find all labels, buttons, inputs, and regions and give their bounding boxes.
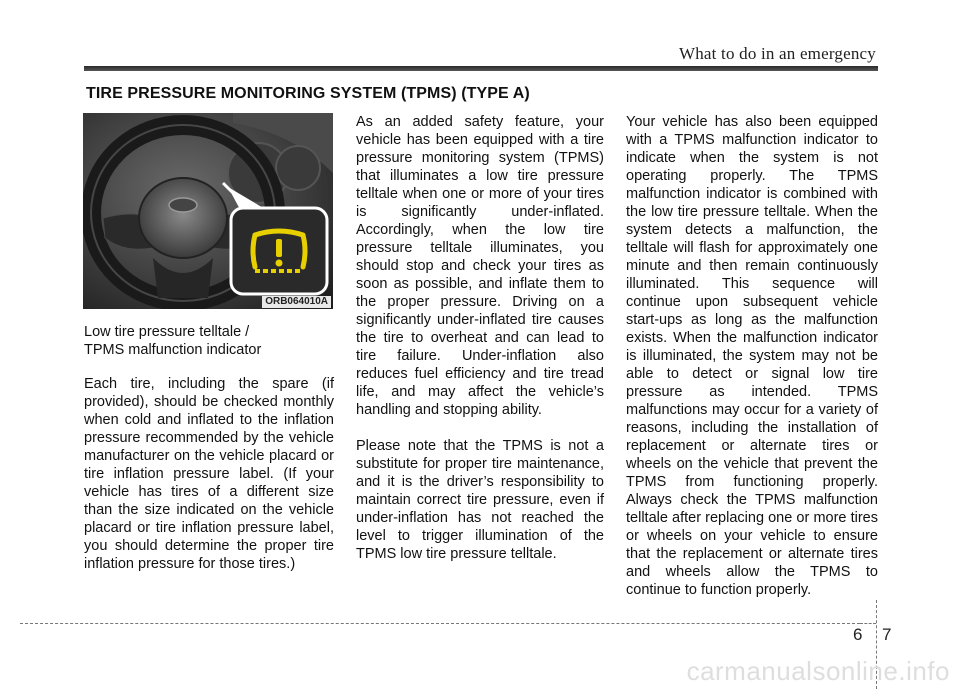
- steering-wheel-figure: [83, 113, 333, 309]
- header-rule: [84, 66, 878, 71]
- section-title: TIRE PRESSURE MONITORING SYSTEM (TPMS) (TYPE A): [86, 85, 530, 102]
- footer-rule-corner: [860, 623, 876, 624]
- chapter-number: 6: [853, 625, 863, 644]
- page-number: 7: [882, 625, 892, 644]
- column-1: [84, 323, 334, 573]
- column-2: [356, 113, 604, 563]
- figure-code: ORB064010A: [262, 296, 331, 308]
- caption-line-1: Low tire pressure telltale /: [84, 324, 250, 340]
- figure-caption: [84, 323, 334, 359]
- column-3: [626, 113, 878, 599]
- paragraph-spare-tire-check: Each tire, including the spare (if provided), should be checked monthly when cold and inflated to the inflation pressure recommended by the vehicle manufacturer on the vehicle placard or tire inflation pressure label. (If your vehicle has tires of a different size than the size indicated on the vehicle placard or tire inflation pressure label, you should determine the proper tire inflation pressure for those tires.): [84, 376, 334, 572]
- paragraph-tpms-safety-feature: As an added safety feature, your vehicle has been equipped with a tire pressure monitoring system (TPMS) that illuminates a low tire pressure telltale when one or more of your tires is significantly under-inflated. Accordingly, when the low tire pressure telltale illuminates, you should stop and check your tires as soon as possible, and inflate them to the proper pressure. Driving on a significantly under-inflated tire causes the tire to overheat and can lead to tire failure. Under-inflation also reduces fuel efficiency and tire tread life, and may affect the vehicle’s handling and stopping ability.: [356, 114, 604, 418]
- steering-wheel-illustration: [83, 113, 333, 309]
- footer-rule: [20, 623, 860, 624]
- paragraph-tpms-not-substitute: Please note that the TPMS is not a substitute for proper tire maintenance, and it is the driver’s responsibility to maintain correct tire pressure, even if under-inflation has not reached the level to trigger illumination of the TPMS low tire pressure telltale.: [356, 438, 604, 562]
- running-header: What to do in an emergency: [678, 44, 876, 63]
- caption-line-2: TPMS malfunction indicator: [84, 342, 262, 358]
- paragraph-tpms-malfunction-indicator: Your vehicle has also been equipped with a TPMS malfunction indicator to indicate when the system is not operating properly. The TPMS malfunction indicator is combined with the low tire pressure telltale. When the system detects a malfunction, the telltale will flash for approximately one minute and then remain continuously illuminated. This sequence will continue upon subsequent vehicle start-ups as long as the malfunction exists. When the malfunction indicator is illuminated, the system may not be able to detect or signal low tire pressure as intended. TPMS malfunctions may occur for a variety of reasons, including the installation of replacement or alternate tires or wheels on the vehicle that prevent the TPMS from functioning properly. Always check the TPMS malfunction telltale after replacing one or more tires or wheels on your vehicle to ensure that the replacement or alternate tires and wheels allow the TPMS to continue to function properly.: [626, 114, 878, 598]
- watermark: carmanualsonline.info: [686, 656, 950, 686]
